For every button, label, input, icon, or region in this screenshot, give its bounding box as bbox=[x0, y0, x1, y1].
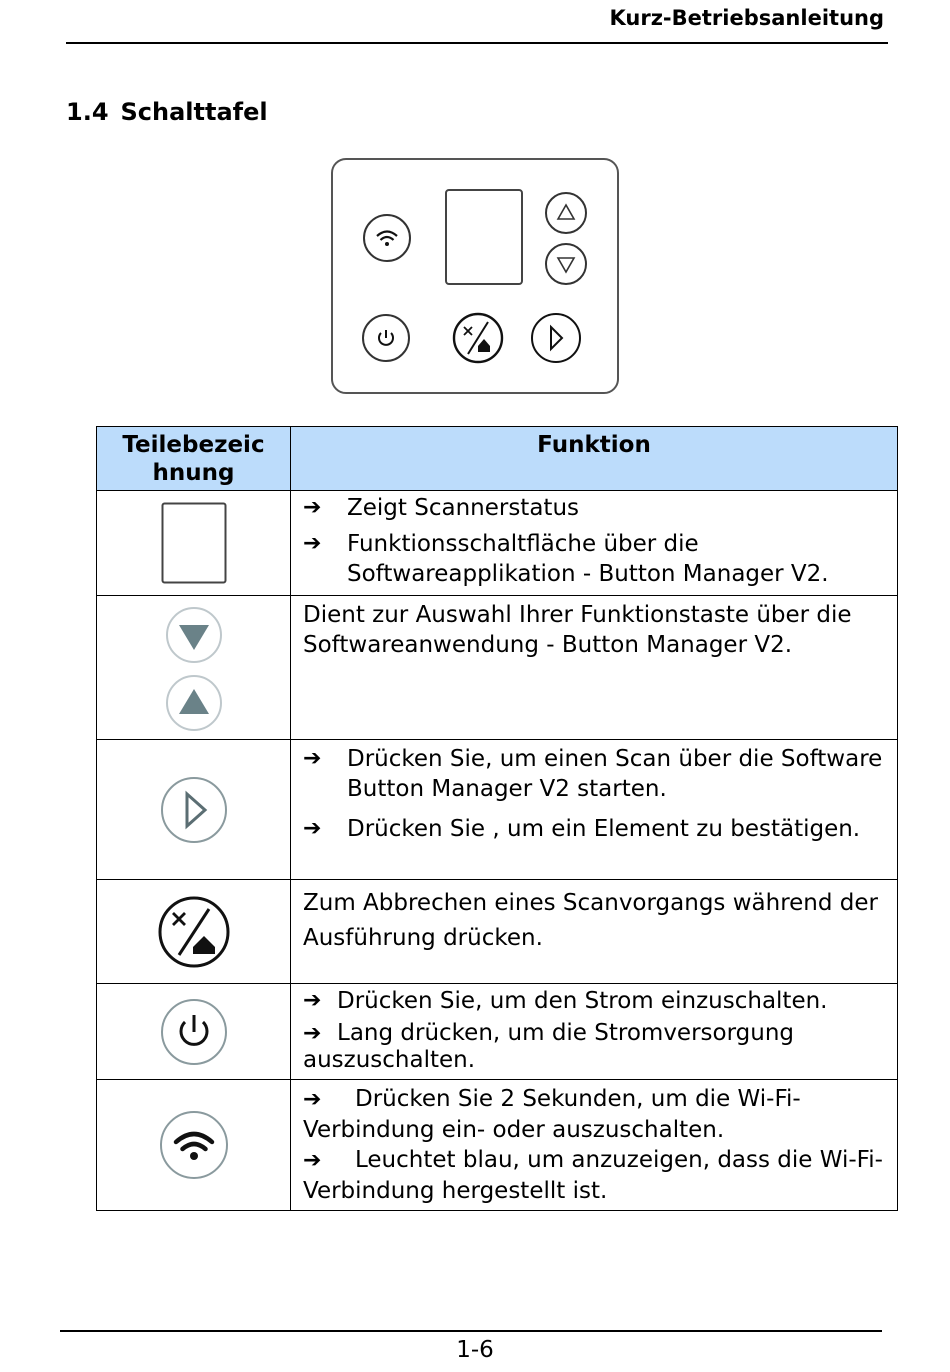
list-item bbox=[303, 814, 887, 844]
panel-up-button bbox=[546, 193, 586, 233]
list-item bbox=[303, 1020, 887, 1073]
list-item bbox=[303, 1084, 887, 1145]
panel-cancel-button bbox=[454, 314, 502, 362]
arrow-icon: ➔ bbox=[303, 1021, 322, 1046]
table-row bbox=[97, 880, 898, 984]
table-row bbox=[97, 491, 898, 596]
part-icon-cell bbox=[97, 491, 291, 596]
control-panel-illustration bbox=[330, 157, 622, 397]
part-icon-cell bbox=[97, 880, 291, 984]
panel-start-button bbox=[532, 314, 580, 362]
function-cell bbox=[291, 880, 898, 984]
display-icon bbox=[161, 502, 227, 584]
parts-table bbox=[96, 426, 898, 1211]
function-text: Zum Abbrechen eines Scanvorgangs während der Ausführung drücken. bbox=[303, 890, 878, 951]
panel-display bbox=[446, 190, 522, 284]
list-item bbox=[303, 744, 887, 804]
bullet-text: Leuchtet blau, um anzuzeigen, dass die Wi-Fi-Verbindung hergestellt ist. bbox=[303, 1147, 883, 1204]
wifi-icon bbox=[158, 1109, 230, 1181]
arrow-icon: ➔ bbox=[303, 988, 322, 1013]
page-number: 1-6 bbox=[456, 1337, 494, 1363]
bullet-text: Drücken Sie, um einen Scan über die Software Button Manager V2 starten. bbox=[347, 746, 883, 802]
table-header-row bbox=[97, 427, 898, 491]
arrow-icon: ➔ bbox=[303, 1087, 322, 1112]
section-number: 1.4 bbox=[66, 98, 109, 126]
arrow-icon: ➔ bbox=[303, 746, 322, 771]
arrow-icon: ➔ bbox=[303, 495, 322, 520]
column-header-part: Teilebezeic hnung bbox=[97, 427, 291, 491]
cancel-home-icon bbox=[157, 895, 231, 969]
function-cell bbox=[291, 491, 898, 596]
table-row bbox=[97, 984, 898, 1080]
list-item bbox=[303, 986, 887, 1016]
section-heading bbox=[66, 98, 268, 126]
list-item bbox=[303, 493, 887, 523]
column-header-function: Funktion bbox=[291, 427, 898, 491]
part-icon-cell bbox=[97, 984, 291, 1080]
part-icon-cell bbox=[97, 596, 291, 740]
function-cell bbox=[291, 1080, 898, 1211]
control-panel-drawing bbox=[330, 157, 622, 397]
bullet-text: Drücken Sie, um den Strom einzuschalten. bbox=[337, 988, 828, 1014]
function-cell bbox=[291, 984, 898, 1080]
part-icon-cell bbox=[97, 1080, 291, 1211]
power-icon bbox=[159, 997, 229, 1067]
section-title: Schalttafel bbox=[120, 98, 268, 126]
table-row bbox=[97, 596, 898, 740]
list-item bbox=[303, 1145, 887, 1206]
panel-wifi-button bbox=[364, 215, 410, 261]
function-text: Dient zur Auswahl Ihrer Funktionstaste über die Softwareanwendung - Button Manager V2. bbox=[303, 602, 852, 658]
bullet-text: Drücken Sie , um ein Element zu bestätigen. bbox=[347, 816, 861, 842]
down-arrow-icon bbox=[167, 608, 221, 662]
bullet-text: Lang drücken, um die Stromversorgung auszuschalten. bbox=[303, 1020, 794, 1073]
table-row bbox=[97, 1080, 898, 1211]
arrow-icon: ➔ bbox=[303, 816, 322, 841]
arrow-icon: ➔ bbox=[303, 1148, 322, 1173]
panel-power-button bbox=[363, 315, 409, 361]
function-cell bbox=[291, 596, 898, 740]
bullet-text: Funktionsschaltfläche über die Softwareapplikation - Button Manager V2. bbox=[347, 531, 829, 587]
running-header: Kurz-Betriebsanleitung bbox=[609, 6, 884, 30]
up-down-arrow-icons bbox=[164, 603, 224, 733]
footer-rule bbox=[60, 1330, 882, 1332]
table-row bbox=[97, 740, 898, 880]
bullet-text: Zeigt Scannerstatus bbox=[347, 495, 579, 521]
list-item bbox=[303, 529, 887, 589]
panel-down-button bbox=[546, 244, 586, 284]
bullet-text: Drücken Sie 2 Sekunden, um die Wi-Fi-Verbindung ein- oder auszuschalten. bbox=[303, 1086, 801, 1143]
arrow-icon: ➔ bbox=[303, 531, 322, 556]
up-arrow-icon bbox=[167, 676, 221, 730]
function-cell bbox=[291, 740, 898, 880]
header-rule bbox=[66, 42, 888, 44]
scan-start-icon bbox=[159, 775, 229, 845]
part-icon-cell bbox=[97, 740, 291, 880]
